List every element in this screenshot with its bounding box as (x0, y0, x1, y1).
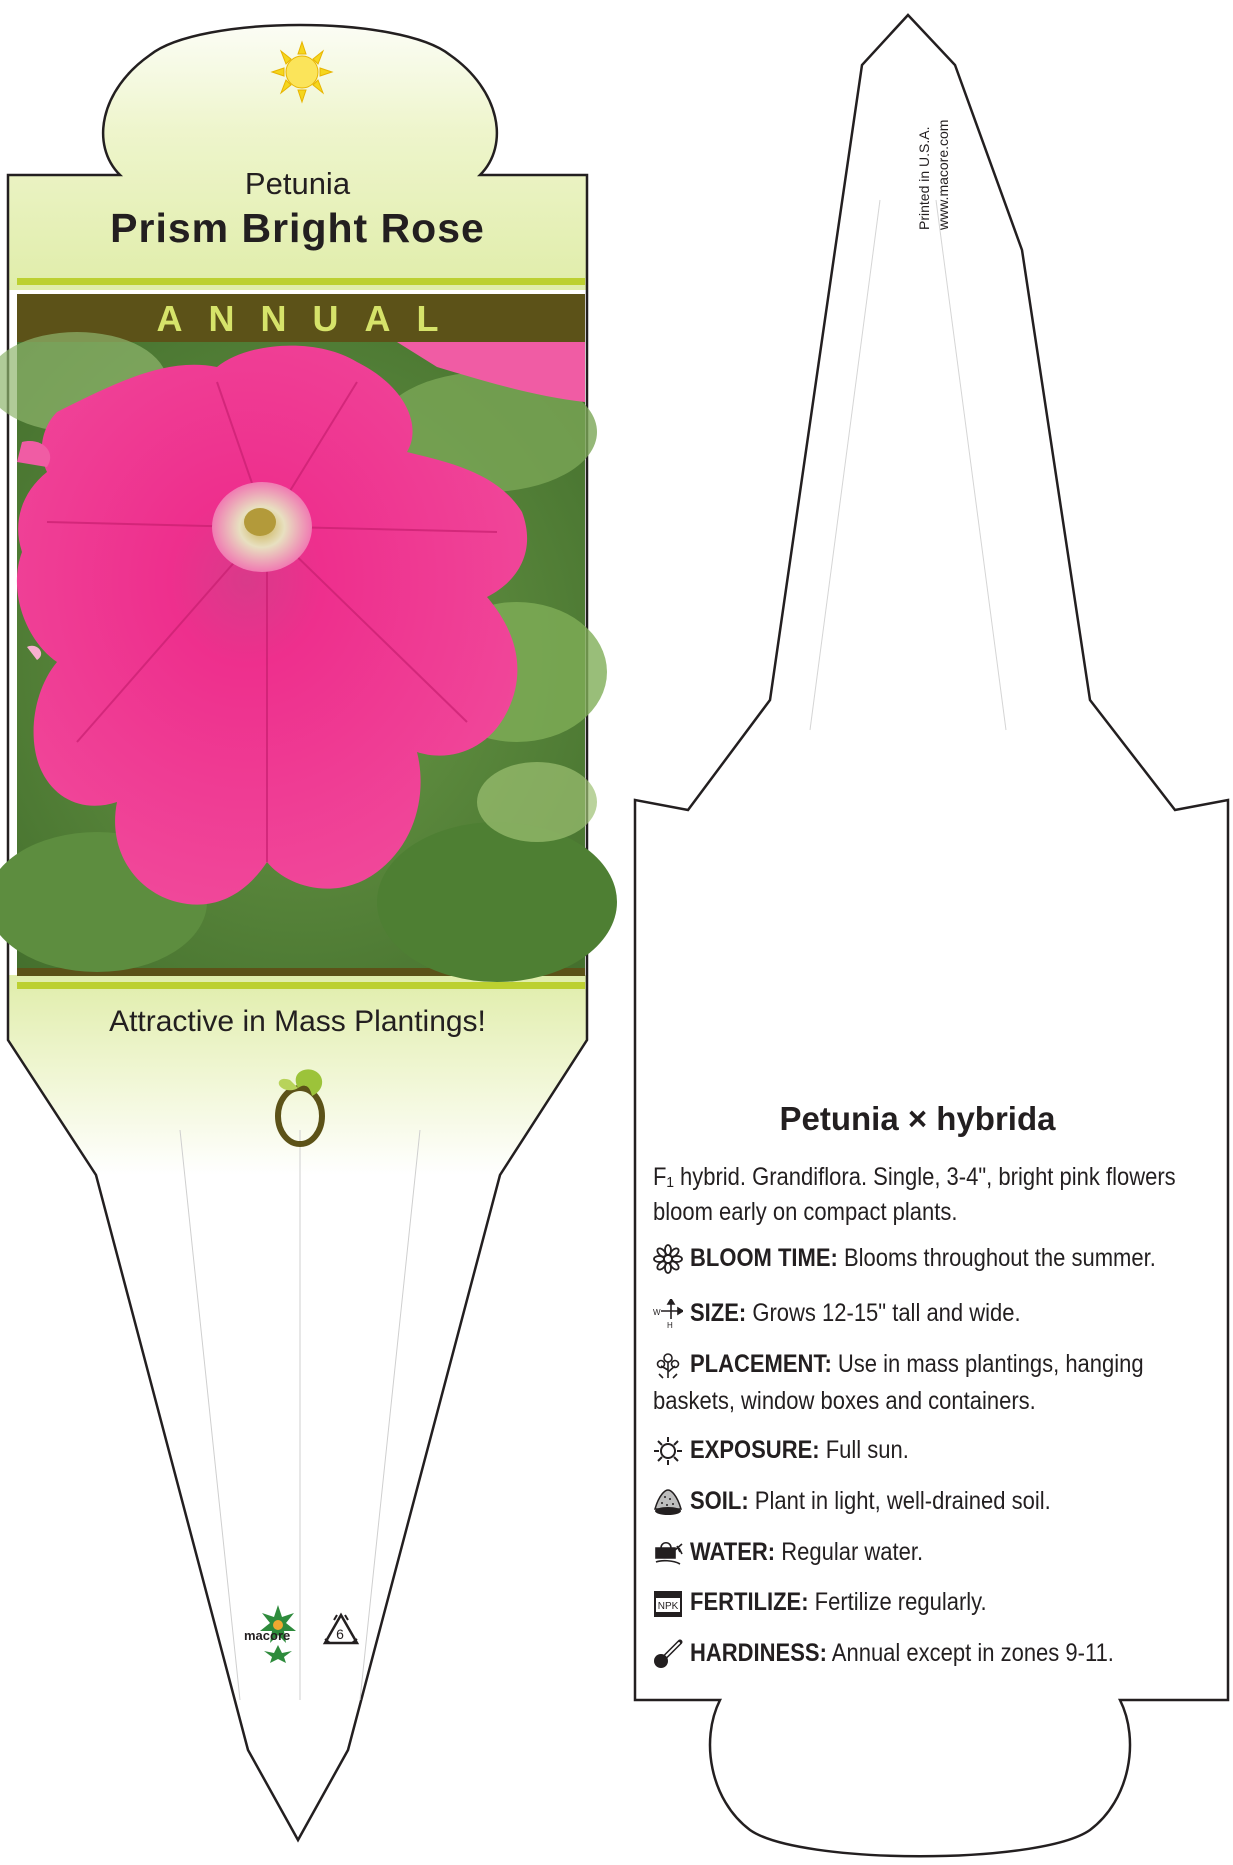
flower-icon (653, 1244, 683, 1274)
npk-icon (653, 1588, 683, 1618)
sun-icon (653, 1436, 683, 1466)
size-arrows-icon (653, 1299, 683, 1329)
size-icon-h: H (667, 1321, 673, 1330)
size-text: Grows 12-15" tall and wide. (746, 1299, 1021, 1327)
recycle-code: 6 (336, 1626, 344, 1642)
hardiness-row (653, 1636, 1172, 1671)
npk-icon-text: NPK (657, 1601, 679, 1613)
fertilize-text: Fertilize regularly. (808, 1588, 987, 1616)
size-row (653, 1296, 1066, 1331)
placement-label: PLACEMENT: (689, 1350, 832, 1378)
seed-logo-icon (270, 1068, 335, 1148)
category-label: ANNUAL (156, 298, 465, 339)
bloom-time-label: BLOOM TIME: (689, 1244, 838, 1272)
description-line-1: F₁ hybrid. Grandiflora. Single, 3-4", bright pink flowers (653, 1163, 1176, 1191)
placement-text: Use in mass plantings, hanging (831, 1350, 1144, 1378)
sun-logo-icon (262, 37, 342, 107)
description-line-2: bloom early on compact plants. (653, 1198, 958, 1226)
bloom-time-text: Blooms throughout the summer. (837, 1244, 1156, 1272)
flower-photo (17, 342, 585, 968)
common-name: Petunia (244, 166, 351, 201)
exposure-text: Full sun. (819, 1436, 909, 1464)
watering-can-icon (653, 1538, 683, 1568)
printed-in-label: Printed in U.S.A. (916, 126, 932, 230)
placement-text-2: baskets, window boxes and containers. (653, 1387, 1036, 1415)
bloom-time-row (653, 1241, 1219, 1276)
soil-text: Plant in light, well-drained soil. (748, 1487, 1051, 1515)
hardiness-label: HARDINESS: (689, 1639, 827, 1667)
placement-icon (653, 1350, 683, 1380)
plant-description (653, 1160, 1190, 1230)
soil-icon (653, 1487, 683, 1517)
soil-label: SOIL: (689, 1487, 749, 1515)
variety-name: Prism Bright Rose (110, 205, 485, 251)
website-label: www.macore.com (935, 119, 951, 230)
water-label: WATER: (689, 1538, 776, 1566)
water-row (653, 1535, 955, 1570)
size-icon-w: W (653, 1308, 661, 1318)
exposure-row (653, 1433, 939, 1468)
exposure-label: EXPOSURE: (689, 1436, 820, 1464)
hardiness-text: Annual except in zones 9-11. (826, 1639, 1114, 1667)
size-label: SIZE: (689, 1299, 747, 1327)
water-text: Regular water. (775, 1538, 924, 1566)
brand-logo-text: macore (244, 1628, 291, 1643)
fertilize-label: FERTILIZE: (689, 1588, 809, 1616)
soil-row (653, 1484, 1100, 1519)
scientific-name: Petunia × hybrida (779, 1100, 1056, 1137)
placement-row-line-2 (653, 1384, 1088, 1419)
placement-row (653, 1347, 1205, 1382)
thermometer-icon (653, 1639, 683, 1669)
tagline: Attractive in Mass Plantings! (109, 1005, 486, 1038)
fertilize-row (653, 1585, 1027, 1620)
